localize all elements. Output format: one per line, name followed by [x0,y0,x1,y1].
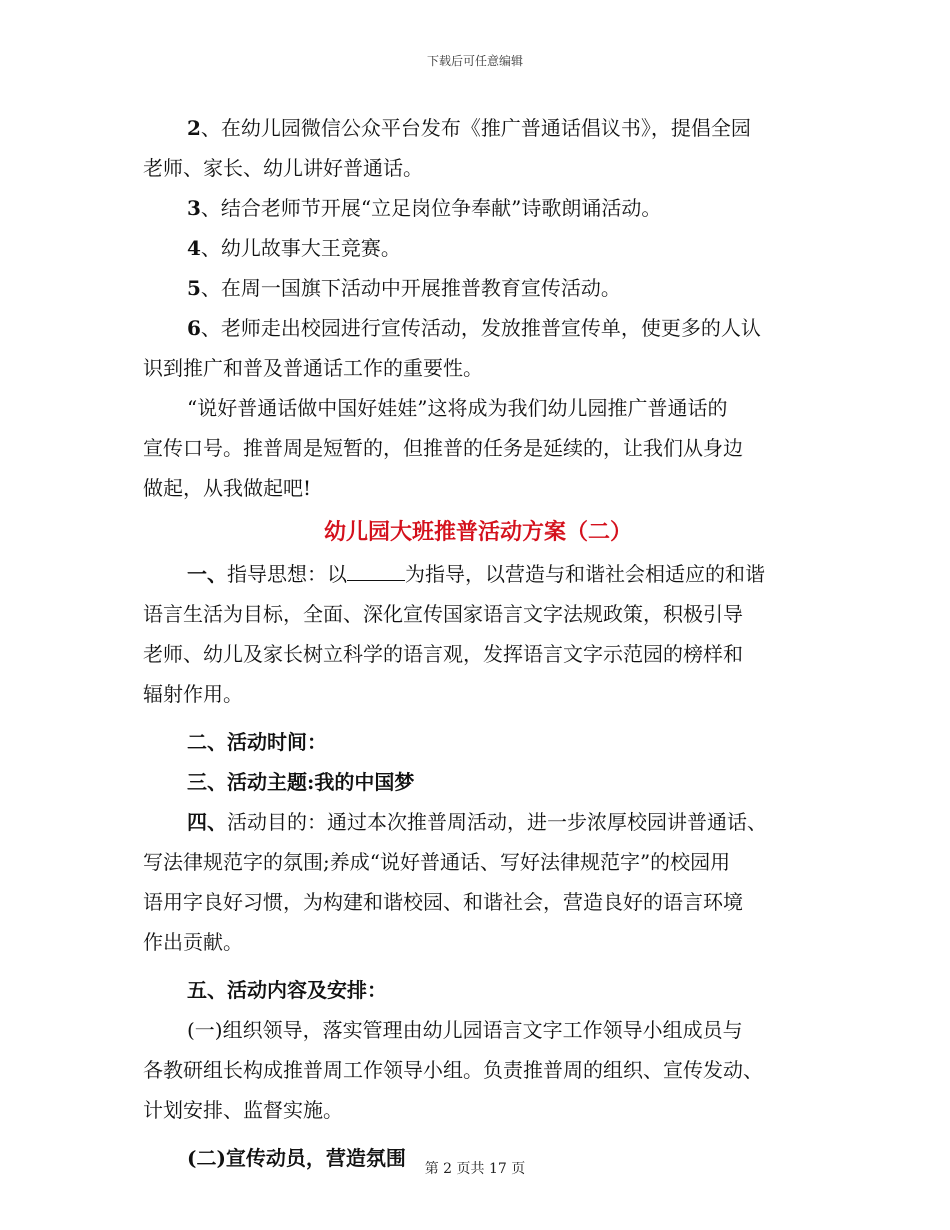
fill-blank [347,558,405,581]
guiding-ideology-cont: 老师、幼儿及家长树立科学的语言观，发挥语言文字示范园的榜样和 [143,642,743,666]
slogan-paragraph-end: 做起，从我做起吧! [143,476,312,500]
document-title: 幼儿园大班推普活动方案（二） [323,519,632,545]
content-arrangement-heading: 五、活动内容及安排： [187,978,387,1002]
list-item-6-cont: 识到推广和普及普通话工作的重要性。 [143,356,483,380]
section-text: 为指导，以营造与和谐社会相适应的和谐 [405,562,765,586]
item-number: 2 [187,116,201,140]
activity-purpose [143,802,813,842]
activity-purpose-cont: 语用字良好习惯，为构建和谐校园、和谐社会，营造良好的语言环境 [143,890,743,914]
publicity-heading: (二)宣传动员，营造氛围 [187,1146,406,1170]
activity-time-heading: 二、活动时间： [187,730,327,754]
page-footer: 第 2 页共 17 页 [424,1161,526,1177]
organization-paragraph: (一)组织领导，落实管理由幼儿园语言文字工作领导小组成员与 [187,1018,743,1042]
activity-purpose-end: 作出贡献。 [143,930,243,954]
section-number: 一、 [187,562,227,586]
guiding-ideology-end: 辐射作用。 [143,682,243,706]
slogan-paragraph: “说好普通话做中国好娃娃”这将成为我们幼儿园推广普通话的 [187,396,728,420]
page-header: 下载后可任意编辑 [426,54,523,68]
item-number: 5 [187,276,201,300]
item-number: 3 [187,196,201,220]
section-text: 活动目的：通过本次推普周活动，进一步浓厚校园讲普通话、 [227,810,767,834]
list-item-2-cont: 老师、家长、幼儿讲好普通话。 [143,156,423,180]
list-item-4 [143,228,813,268]
list-item-5 [143,268,813,308]
list-item-6 [143,308,813,348]
list-item-2 [143,108,813,148]
activity-purpose-cont: 写法律规范字的氛围;养成“说好普通话、写好法律规范字”的校园用 [143,850,731,874]
slogan-paragraph-cont: 宣传口号。推普周是短暂的，但推普的任务是延续的，让我们从身边 [143,436,743,460]
item-number: 4 [187,236,201,260]
item-text: 、幼儿故事大王竞赛。 [200,236,401,260]
item-text: 、在周一国旗下活动中开展推普教育宣传活动。 [200,276,621,300]
organization-paragraph-cont: 各教研组长构成推普周工作领导小组。负责推普周的组织、宣传发动、 [143,1058,763,1082]
item-number: 6 [187,316,201,340]
section-number: 四、 [187,810,227,834]
activity-theme-heading: 三、活动主题:我的中国梦 [187,770,415,794]
item-text: 、老师走出校园进行宣传活动，发放推普宣传单，使更多的人认 [200,316,761,340]
section-text: 指导思想：以 [227,562,347,586]
guiding-ideology [143,554,813,594]
organization-paragraph-end: 计划安排、监督实施。 [143,1098,343,1122]
document-body [143,108,813,1178]
list-item-3 [143,188,813,228]
item-text: 、在幼儿园微信公众平台发布《推广普通话倡议书》，提倡全园 [200,116,751,140]
item-text: 、结合老师节开展“立足岗位争奉献”诗歌朗诵活动。 [200,196,662,220]
guiding-ideology-cont: 语言生活为目标，全面、深化宣传国家语言文字法规政策，积极引导 [143,602,743,626]
